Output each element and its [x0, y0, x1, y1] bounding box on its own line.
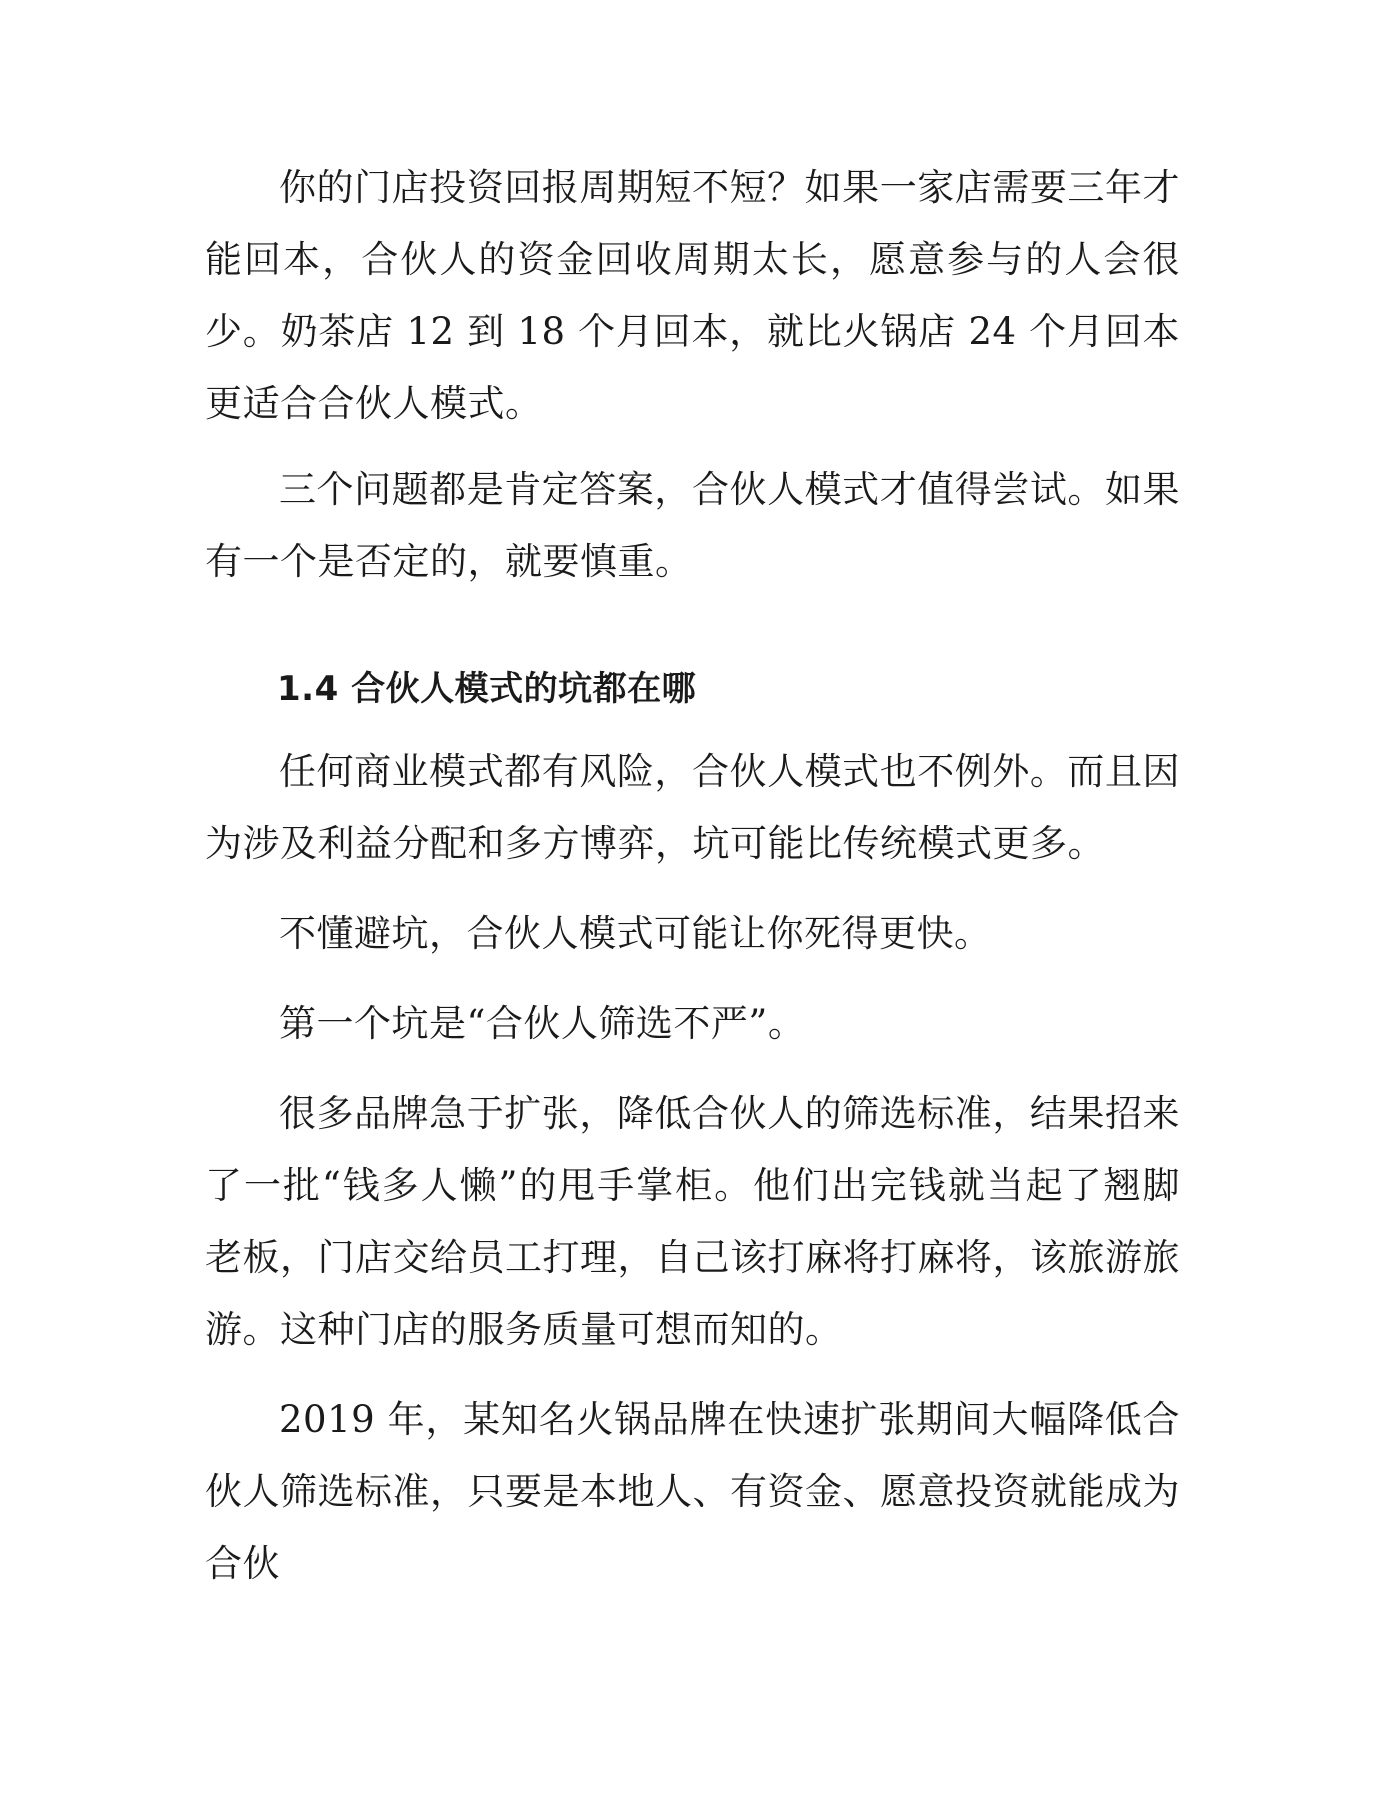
paragraph-gap — [205, 722, 1180, 736]
paragraph-three-questions: 三个问题都是肯定答案，合伙人模式才值得尝试。如果有一个是否定的，就要慎重。 — [205, 468, 1180, 583]
section-heading: 1.4 合伙人模式的坑都在哪 — [277, 669, 697, 709]
paragraph-risks: 任何商业模式都有风险，合伙人模式也不例外。而且因为涉及利益分配和多方博弈，坑可能比传统模式更多。 — [205, 750, 1180, 865]
paragraph-hotpot-case: 2019 年，某知名火锅品牌在快速扩张期间大幅降低合伙人筛选标准，只要是本地人、有资金、愿意投资就能成为合伙 — [205, 1398, 1180, 1585]
paragraph-first-pitfall: 第一个坑是“合伙人筛选不严”。 — [279, 1002, 806, 1045]
paragraph-lazy-partners: 很多品牌急于扩张，降低合伙人的筛选标准，结果招来了一批“钱多人懒”的甩手掌柜。他们出完钱就当起了翘脚老板，门店交给员工打理，自己该打麻将打麻将，该旅游旅游。这种门店的服务质量可想而知的。 — [205, 1092, 1180, 1351]
paragraph-gap — [205, 970, 1180, 988]
paragraph-avoid-pitfalls: 不懂避坑，合伙人模式可能让你死得更快。 — [279, 912, 992, 955]
section-gap — [205, 598, 1180, 656]
paragraph-gap — [205, 1366, 1180, 1384]
paragraph-gap — [205, 880, 1180, 898]
paragraph-gap — [205, 1060, 1180, 1078]
paragraph-payback-period: 你的门店投资回报周期短不短？如果一家店需要三年才能回本，合伙人的资金回收周期太长，愿意参与的人会很少。奶茶店 12 到 18 个月回本，就比火锅店 24 个月回本更适合合伙人模式。 — [205, 166, 1180, 425]
document-page — [205, 152, 1180, 1600]
paragraph-gap — [205, 440, 1180, 454]
